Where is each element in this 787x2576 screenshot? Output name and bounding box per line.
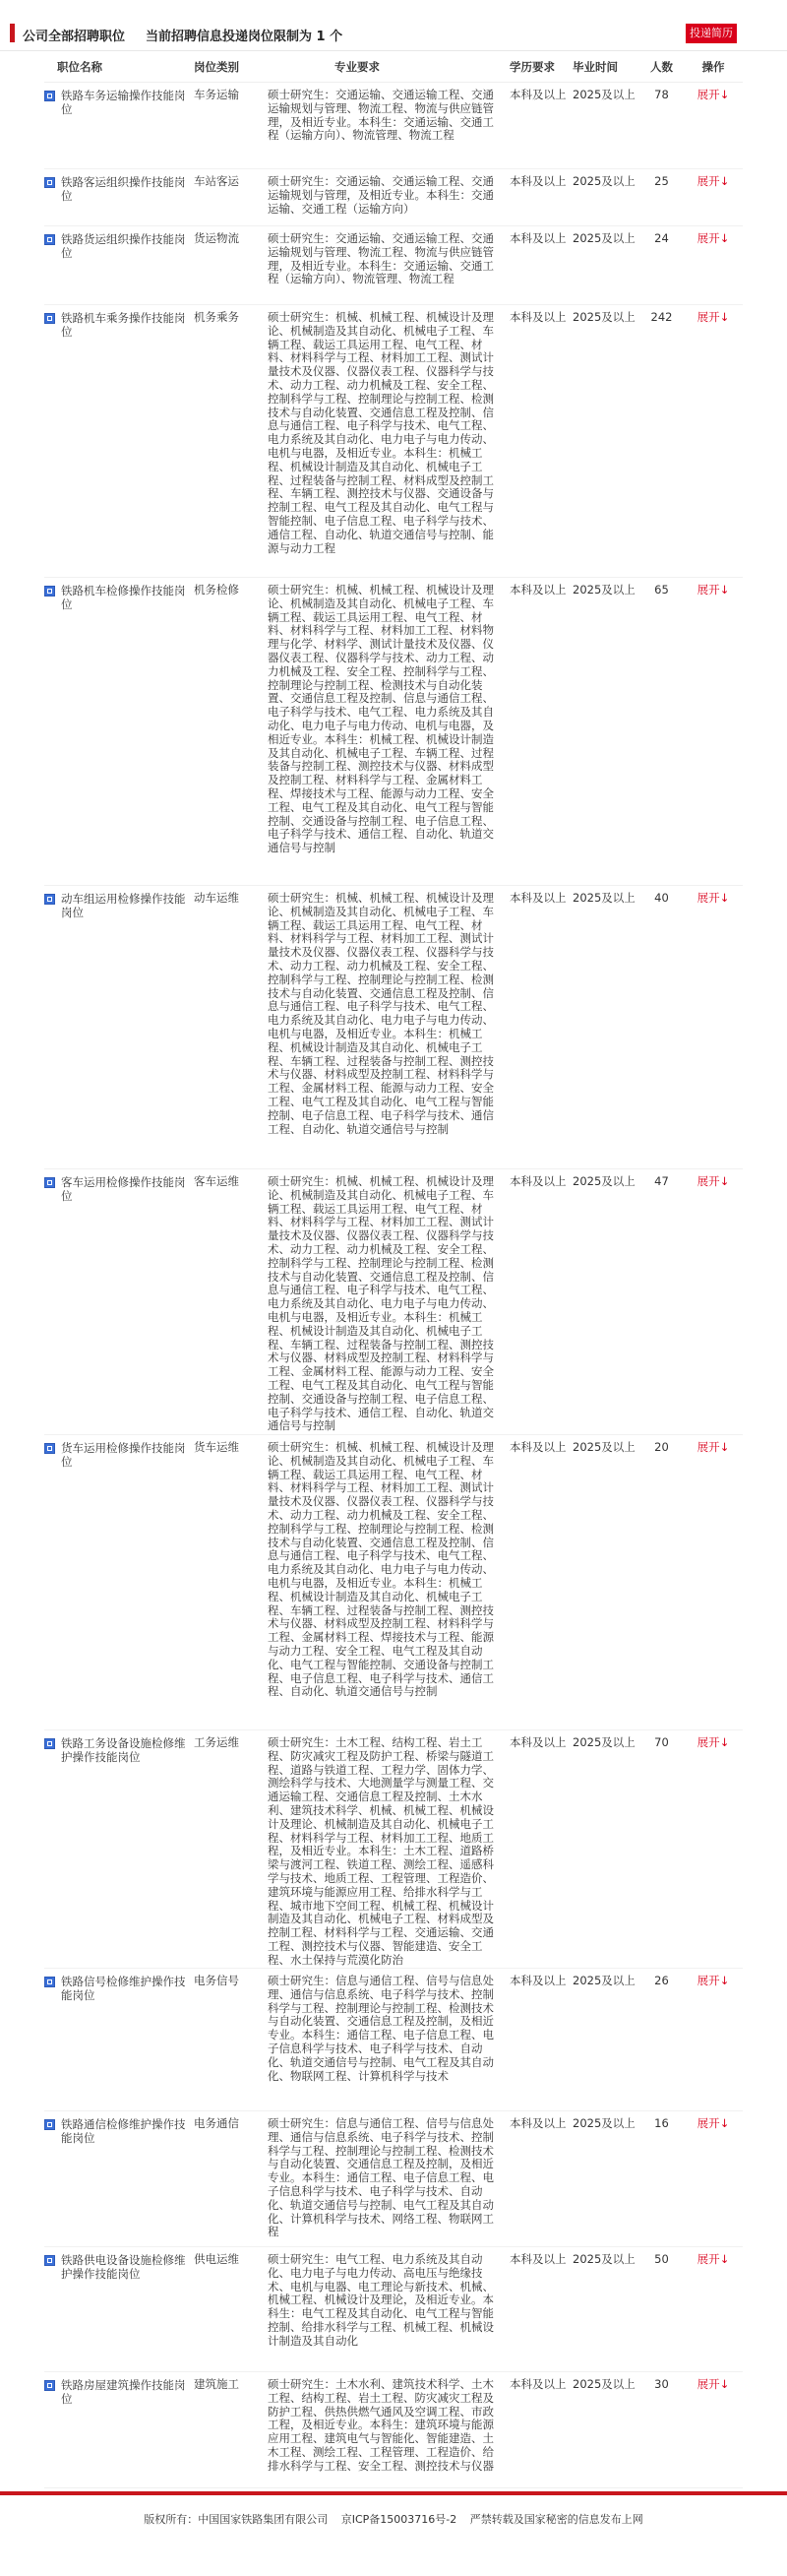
job-graduation: 2025及以上 — [573, 174, 636, 188]
job-name-cell[interactable] — [44, 2378, 189, 2406]
header-accent-bar — [10, 24, 15, 42]
job-icon — [44, 2380, 55, 2391]
expand-button[interactable]: 展开↓ — [696, 174, 730, 188]
expand-button[interactable]: 展开↓ — [696, 1735, 730, 1749]
job-education: 本科及以上 — [510, 2252, 567, 2266]
job-education: 本科及以上 — [510, 1974, 567, 1987]
expand-button[interactable]: 展开↓ — [696, 2252, 730, 2266]
job-count: 242 — [650, 310, 673, 324]
expand-button[interactable]: 展开↓ — [696, 891, 730, 905]
job-icon — [44, 2255, 55, 2266]
expand-button[interactable]: 展开↓ — [696, 88, 730, 101]
job-name-cell[interactable] — [44, 892, 189, 919]
job-name[interactable]: 铁路通信检修维护操作技能岗位 — [61, 2117, 186, 2145]
job-count: 24 — [654, 231, 669, 245]
job-name[interactable]: 铁路货运组织操作技能岗位 — [61, 232, 186, 260]
job-major-requirement: 硕士研究生：土木水利、建筑技术科学、土木工程、结构工程、岩土工程、防灾减灾工程及防护工程、供热供燃气通风及空调工程、市政工程，及相近专业。本科生：建筑环境与能源应用工程、建筑电气与智能化、智能建造、土木工程、测绘工程、工程管理、工程造价、给排水科学与工程、安全工程、测控技术与仪器 — [268, 2377, 494, 2473]
job-graduation: 2025及以上 — [573, 231, 636, 245]
job-icon — [44, 894, 55, 905]
job-name[interactable]: 铁路工务设备设施检修维护操作技能岗位 — [61, 1736, 186, 1764]
job-name[interactable]: 铁路房屋建筑操作技能岗位 — [61, 2378, 186, 2406]
job-major-requirement: 硕士研究生：信息与通信工程、信号与信息处理、通信与信息系统、电子科学与技术、控制科学与工程、控制理论与控制工程、检测技术与自动化装置、交通信息工程及控制，及相近专业。本科生：通信工程、电子信息工程、电子信息科学与技术、电子科学与技术、自动化、轨道交通信号与控制、电气工程及其自动化、计算机科学与技术、网络工程、物联网工程 — [268, 2116, 494, 2239]
table-row — [44, 1169, 743, 1435]
job-name-cell[interactable] — [44, 584, 189, 611]
job-count: 78 — [654, 88, 669, 101]
job-education: 本科及以上 — [510, 231, 567, 245]
expand-button[interactable]: 展开↓ — [696, 310, 730, 324]
footer — [0, 2511, 787, 2527]
job-category: 电务通信 — [194, 2116, 239, 2130]
job-education: 本科及以上 — [510, 891, 567, 905]
job-name[interactable]: 动车组运用检修操作技能岗位 — [61, 892, 186, 919]
job-graduation: 2025及以上 — [573, 88, 636, 101]
col-header-action: 操作 — [701, 59, 725, 74]
job-major-requirement: 硕士研究生：交通运输、交通运输工程、交通运输规划与管理、物流工程、物流与供应链管理，及相近专业。本科生：交通运输、交通工程（运输方向）、物流管理、物流工程 — [268, 88, 494, 143]
table-row — [44, 169, 743, 226]
expand-button[interactable]: 展开↓ — [696, 1440, 730, 1454]
job-major-requirement: 硕士研究生：信息与通信工程、信号与信息处理、通信与信息系统、电子科学与技术、控制科学与工程、控制理论与控制工程、检测技术与自动化装置、交通信息工程及控制，及相近专业。本科生：通信工程、电子信息工程、电子信息科学与技术、电子科学与技术、自动化、轨道交通信号与控制、电气工程及其自动化、物联网工程、计算机科学与技术 — [268, 1974, 494, 2083]
job-graduation: 2025及以上 — [573, 1735, 636, 1749]
job-count: 47 — [654, 1174, 669, 1188]
job-icon — [44, 91, 55, 101]
job-count: 16 — [654, 2116, 669, 2130]
job-name[interactable]: 铁路机车乘务操作技能岗位 — [61, 311, 186, 339]
job-count: 50 — [654, 2252, 669, 2266]
job-category: 货运物流 — [194, 231, 239, 245]
job-major-requirement: 硕士研究生：交通运输、交通运输工程、交通运输规划与管理，及相近专业。本科生：交通运输、交通工程（运输方向） — [268, 174, 494, 216]
apply-resume-button[interactable]: 投递简历 — [686, 24, 737, 43]
job-name-cell[interactable] — [44, 311, 189, 339]
job-education: 本科及以上 — [510, 2377, 567, 2391]
job-major-requirement: 硕士研究生：机械、机械工程、机械设计及理论、机械制造及其自动化、机械电子工程、车辆工程、载运工具运用工程、电气工程、材料、材料科学与工程、材料加工工程、测试计量技术及仪器、仪器仪表工程、仪器科学与技术、动力工程、动力机械及工程、安全工程、控制科学与工程、控制理论与控制工程、检测技术与自动化装置、交通信息工程及控制、信息与通信工程、电子科学与技术、电气工程、电力系统及其自动化、电力电子与电力传动、电机与电器，及相近专业。本科生：机械工程、机械设计制造及其自动化、机械电子工程、车辆工程、过程装备与控制工程、测控技术与仪器、材料成型及控制工程、材料科学与工程、金属材料工程、能源与动力工程、安全工程、电气工程及其自动化、电气工程与智能控制、交通设备与控制工程、电子信息工程、电子科学与技术、通信工程、自动化、轨道交通信号与控制 — [268, 1174, 494, 1433]
table-row — [44, 886, 743, 1169]
job-education: 本科及以上 — [510, 310, 567, 324]
job-graduation: 2025及以上 — [573, 2116, 636, 2130]
job-name[interactable]: 铁路供电设备设施检修维护操作技能岗位 — [61, 2253, 186, 2281]
table-row — [44, 1969, 743, 2111]
footer-copyright: 版权所有：中国国家铁路集团有限公司 — [144, 2513, 329, 2526]
job-category: 车站客运 — [194, 174, 239, 188]
job-major-requirement: 硕士研究生：机械、机械工程、机械设计及理论、机械制造及其自动化、机械电子工程、车辆工程、载运工具运用工程、电气工程、材料、材料科学与工程、材料加工工程、测试计量技术及仪器、仪器仪表工程、仪器科学与技术、动力工程、动力机械及工程、安全工程、控制科学与工程、控制理论与控制工程、检测技术与自动化装置、交通信息工程及控制、信息与通信工程、电子科学与技术、电气工程、电力系统及其自动化、电力电子与电力传动、电机与电器，及相近专业。本科生：机械工程、机械设计制造及其自动化、机械电子工程、车辆工程、过程装备与控制工程、测控技术与仪器、材料成型及控制工程、材料科学与工程、金属材料工程、能源与动力工程、安全工程、电气工程及其自动化、电气工程与智能控制、电子信息工程、电子科学与技术、通信工程、自动化、轨道交通信号与控制 — [268, 891, 494, 1136]
job-icon — [44, 2119, 55, 2130]
job-icon — [44, 313, 55, 324]
job-name[interactable]: 铁路客运组织操作技能岗位 — [61, 175, 186, 203]
job-graduation: 2025及以上 — [573, 1174, 636, 1188]
table-row — [44, 305, 743, 578]
job-name-cell[interactable] — [44, 1736, 189, 1764]
job-graduation: 2025及以上 — [573, 1440, 636, 1454]
job-icon — [44, 234, 55, 245]
page-title: 公司全部招聘职位 — [23, 30, 126, 44]
job-count: 70 — [654, 1735, 669, 1749]
col-header-graduation: 毕业时间 — [573, 59, 618, 74]
job-table — [0, 83, 787, 2488]
job-category: 供电运维 — [194, 2252, 239, 2266]
job-count: 40 — [654, 891, 669, 905]
col-header-major: 专业要求 — [334, 59, 380, 74]
job-name[interactable]: 铁路机车检修操作技能岗位 — [61, 584, 186, 611]
table-row — [44, 578, 743, 886]
job-icon — [44, 1443, 55, 1454]
footer-icp[interactable]: 京ICP备15003716号-2 — [340, 2513, 457, 2526]
expand-button[interactable]: 展开↓ — [696, 2116, 730, 2130]
job-name-cell[interactable] — [44, 232, 189, 260]
job-category: 机务乘务 — [194, 310, 239, 324]
job-category: 机务检修 — [194, 583, 239, 597]
job-graduation: 2025及以上 — [573, 583, 636, 597]
job-major-requirement: 硕士研究生：土木工程、结构工程、岩土工程、防灾减灾工程及防护工程、桥梁与隧道工程、道路与铁道工程、工程力学、固体力学、测绘科学与技术、大地测量学与测量工程、交通运输工程、交通信息工程及控制、土木水利、建筑技术科学、机械、机械工程、机械设计及理论、机械制造及其自动化、机械电子工程、材料科学与工程、材料加工工程、地质工程，及相近专业。本科生：土木工程、道路桥梁与渡河工程、铁道工程、测绘工程、遥感科学与技术、地质工程、工程管理、工程造价、建筑环境与能源应用工程、给排水科学与工程、城市地下空间工程、机械工程、机械设计制造及其自动化、机械电子工程、材料成型及控制工程、材料科学与工程、交通运输、交通工程、测控技术与仪器、智能建造、安全工程、水土保持与荒漠化防治 — [268, 1735, 494, 1967]
job-education: 本科及以上 — [510, 1174, 567, 1188]
apply-limit-notice: 当前招聘信息投递岗位限制为 1 个 — [146, 30, 343, 44]
job-category: 工务运维 — [194, 1735, 239, 1749]
job-count: 26 — [654, 1974, 669, 1987]
job-name[interactable]: 客车运用检修操作技能岗位 — [61, 1175, 186, 1203]
job-name-cell[interactable] — [44, 2117, 189, 2145]
job-graduation: 2025及以上 — [573, 310, 636, 324]
job-name[interactable]: 铁路信号检修维护操作技能岗位 — [61, 1975, 186, 2002]
job-category: 动车运维 — [194, 891, 239, 905]
job-education: 本科及以上 — [510, 88, 567, 101]
table-row — [44, 1435, 743, 1730]
job-major-requirement: 硕士研究生：电气工程、电力系统及其自动化、电力电子与电力传动、高电压与绝缘技术、电机与电器、电工理论与新技术、机械、机械工程、机械设计及理论，及相近专业。本科生：电气工程及其自动化、电气工程与智能控制、给排水科学与工程、机械工程、机械设计制造及其自动化 — [268, 2252, 494, 2348]
job-education: 本科及以上 — [510, 2116, 567, 2130]
expand-button[interactable]: 展开↓ — [696, 583, 730, 597]
job-name[interactable]: 货车运用检修操作技能岗位 — [61, 1441, 186, 1469]
table-row — [44, 226, 743, 305]
footer-notice: 严禁转载及国家秘密的信息发布上网 — [469, 2513, 643, 2526]
job-icon — [44, 1977, 55, 1987]
expand-button[interactable]: 展开↓ — [696, 1974, 730, 1987]
job-count: 65 — [654, 583, 669, 597]
col-header-category: 岗位类别 — [194, 59, 239, 74]
job-count: 20 — [654, 1440, 669, 1454]
job-name[interactable]: 铁路车务运输操作技能岗位 — [61, 89, 186, 116]
job-major-requirement: 硕士研究生：交通运输、交通运输工程、交通运输规划与管理、物流工程、物流与供应链管理，及相近专业。本科生：交通运输、交通工程（运输方向）、物流管理、物流工程 — [268, 231, 494, 286]
job-education: 本科及以上 — [510, 174, 567, 188]
page-header — [0, 0, 787, 51]
expand-button[interactable]: 展开↓ — [696, 1174, 730, 1188]
job-category: 客车运维 — [194, 1174, 239, 1188]
job-category: 货车运维 — [194, 1440, 239, 1454]
job-education: 本科及以上 — [510, 1440, 567, 1454]
job-count: 30 — [654, 2377, 669, 2391]
job-graduation: 2025及以上 — [573, 2377, 636, 2391]
job-icon — [44, 177, 55, 188]
table-row — [44, 1730, 743, 1969]
col-header-education: 学历要求 — [510, 59, 555, 74]
job-icon — [44, 1738, 55, 1749]
job-name-cell[interactable] — [44, 89, 189, 116]
table-row — [44, 83, 743, 169]
job-education: 本科及以上 — [510, 1735, 567, 1749]
job-name-cell[interactable] — [44, 1175, 189, 1203]
job-major-requirement: 硕士研究生：机械、机械工程、机械设计及理论、机械制造及其自动化、机械电子工程、车辆工程、载运工具运用工程、电气工程、材料、材料科学与工程、材料加工工程、材料物理与化学、材料学、测试计量技术及仪器、仪器仪表工程、仪器科学与技术、动力工程、动力机械及工程、安全工程、控制科学与工程、控制理论与控制工程、检测技术与自动化装置、交通信息工程及控制、信息与通信工程、电子科学与技术、电气工程、电力系统及其自动化、电力电子与电力传动、电机与电器，及相近专业。本科生：机械工程、机械设计制造及其自动化、机械电子工程、车辆工程、过程装备与控制工程、测控技术与仪器、材料成型及控制工程、材料科学与工程、金属材料工程、焊接技术与工程、能源与动力工程、安全工程、电气工程及其自动化、电气工程与智能控制、交通设备与控制工程、电子信息工程、电子科学与技术、通信工程、自动化、轨道交通信号与控制 — [268, 583, 494, 855]
col-header-name: 职位名称 — [57, 59, 102, 74]
expand-button[interactable]: 展开↓ — [696, 231, 730, 245]
job-category: 电务信号 — [194, 1974, 239, 1987]
job-name-cell[interactable] — [44, 1441, 189, 1469]
job-education: 本科及以上 — [510, 583, 567, 597]
table-header — [44, 51, 743, 83]
job-icon — [44, 1177, 55, 1188]
table-row — [44, 2247, 743, 2372]
job-graduation: 2025及以上 — [573, 1974, 636, 1987]
job-category: 车务运输 — [194, 88, 239, 101]
job-category: 建筑施工 — [194, 2377, 239, 2391]
expand-button[interactable]: 展开↓ — [696, 2377, 730, 2391]
job-graduation: 2025及以上 — [573, 891, 636, 905]
job-major-requirement: 硕士研究生：机械、机械工程、机械设计及理论、机械制造及其自动化、机械电子工程、车辆工程、载运工具运用工程、电气工程、材料、材料科学与工程、材料加工工程、测试计量技术及仪器、仪器仪表工程、仪器科学与技术、动力工程、动力机械及工程、安全工程、控制科学与工程、控制理论与控制工程、检测技术与自动化装置、交通信息工程及控制、信息与通信工程、电子科学与技术、电气工程、电力系统及其自动化、电力电子与电力传动、电机与电器，及相近专业。本科生：机械工程、机械设计制造及其自动化、机械电子工程、过程装备与控制工程、材料成型及控制工程、车辆工程、测控技术与仪器、交通设备与控制工程、电气工程及其自动化、电气工程与智能控制、电子信息工程、电子科学与技术、通信工程、自动化、轨道交通信号与控制、能源与动力工程 — [268, 310, 494, 555]
job-major-requirement: 硕士研究生：机械、机械工程、机械设计及理论、机械制造及其自动化、机械电子工程、车辆工程、载运工具运用工程、电气工程、材料、材料科学与工程、材料加工工程、测试计量技术及仪器、仪器仪表工程、仪器科学与技术、动力工程、动力机械及工程、安全工程、控制科学与工程、控制理论与控制工程、检测技术与自动化装置、交通信息工程及控制、信息与通信工程、电子科学与技术、电气工程、电力系统及其自动化、电力电子与电力传动、电机与电器，及相近专业。本科生：机械工程、机械设计制造及其自动化、机械电子工程、车辆工程、过程装备与控制工程、测控技术与仪器、材料成型及控制工程、材料科学与工程、金属材料工程、焊接技术与工程、能源与动力工程、安全工程、电气工程及其自动化、电气工程与智能控制、交通设备与控制工程、电子信息工程、电子科学与技术、通信工程、自动化、轨道交通信号与控制 — [268, 1440, 494, 1699]
table-row — [44, 2111, 743, 2247]
job-name-cell[interactable] — [44, 2253, 189, 2281]
job-name-cell[interactable] — [44, 1975, 189, 2002]
job-graduation: 2025及以上 — [573, 2252, 636, 2266]
job-icon — [44, 586, 55, 597]
col-header-count: 人数 — [650, 59, 673, 74]
table-row — [44, 2372, 743, 2488]
job-count: 25 — [654, 174, 669, 188]
footer-divider — [0, 2491, 787, 2495]
job-name-cell[interactable] — [44, 175, 189, 203]
